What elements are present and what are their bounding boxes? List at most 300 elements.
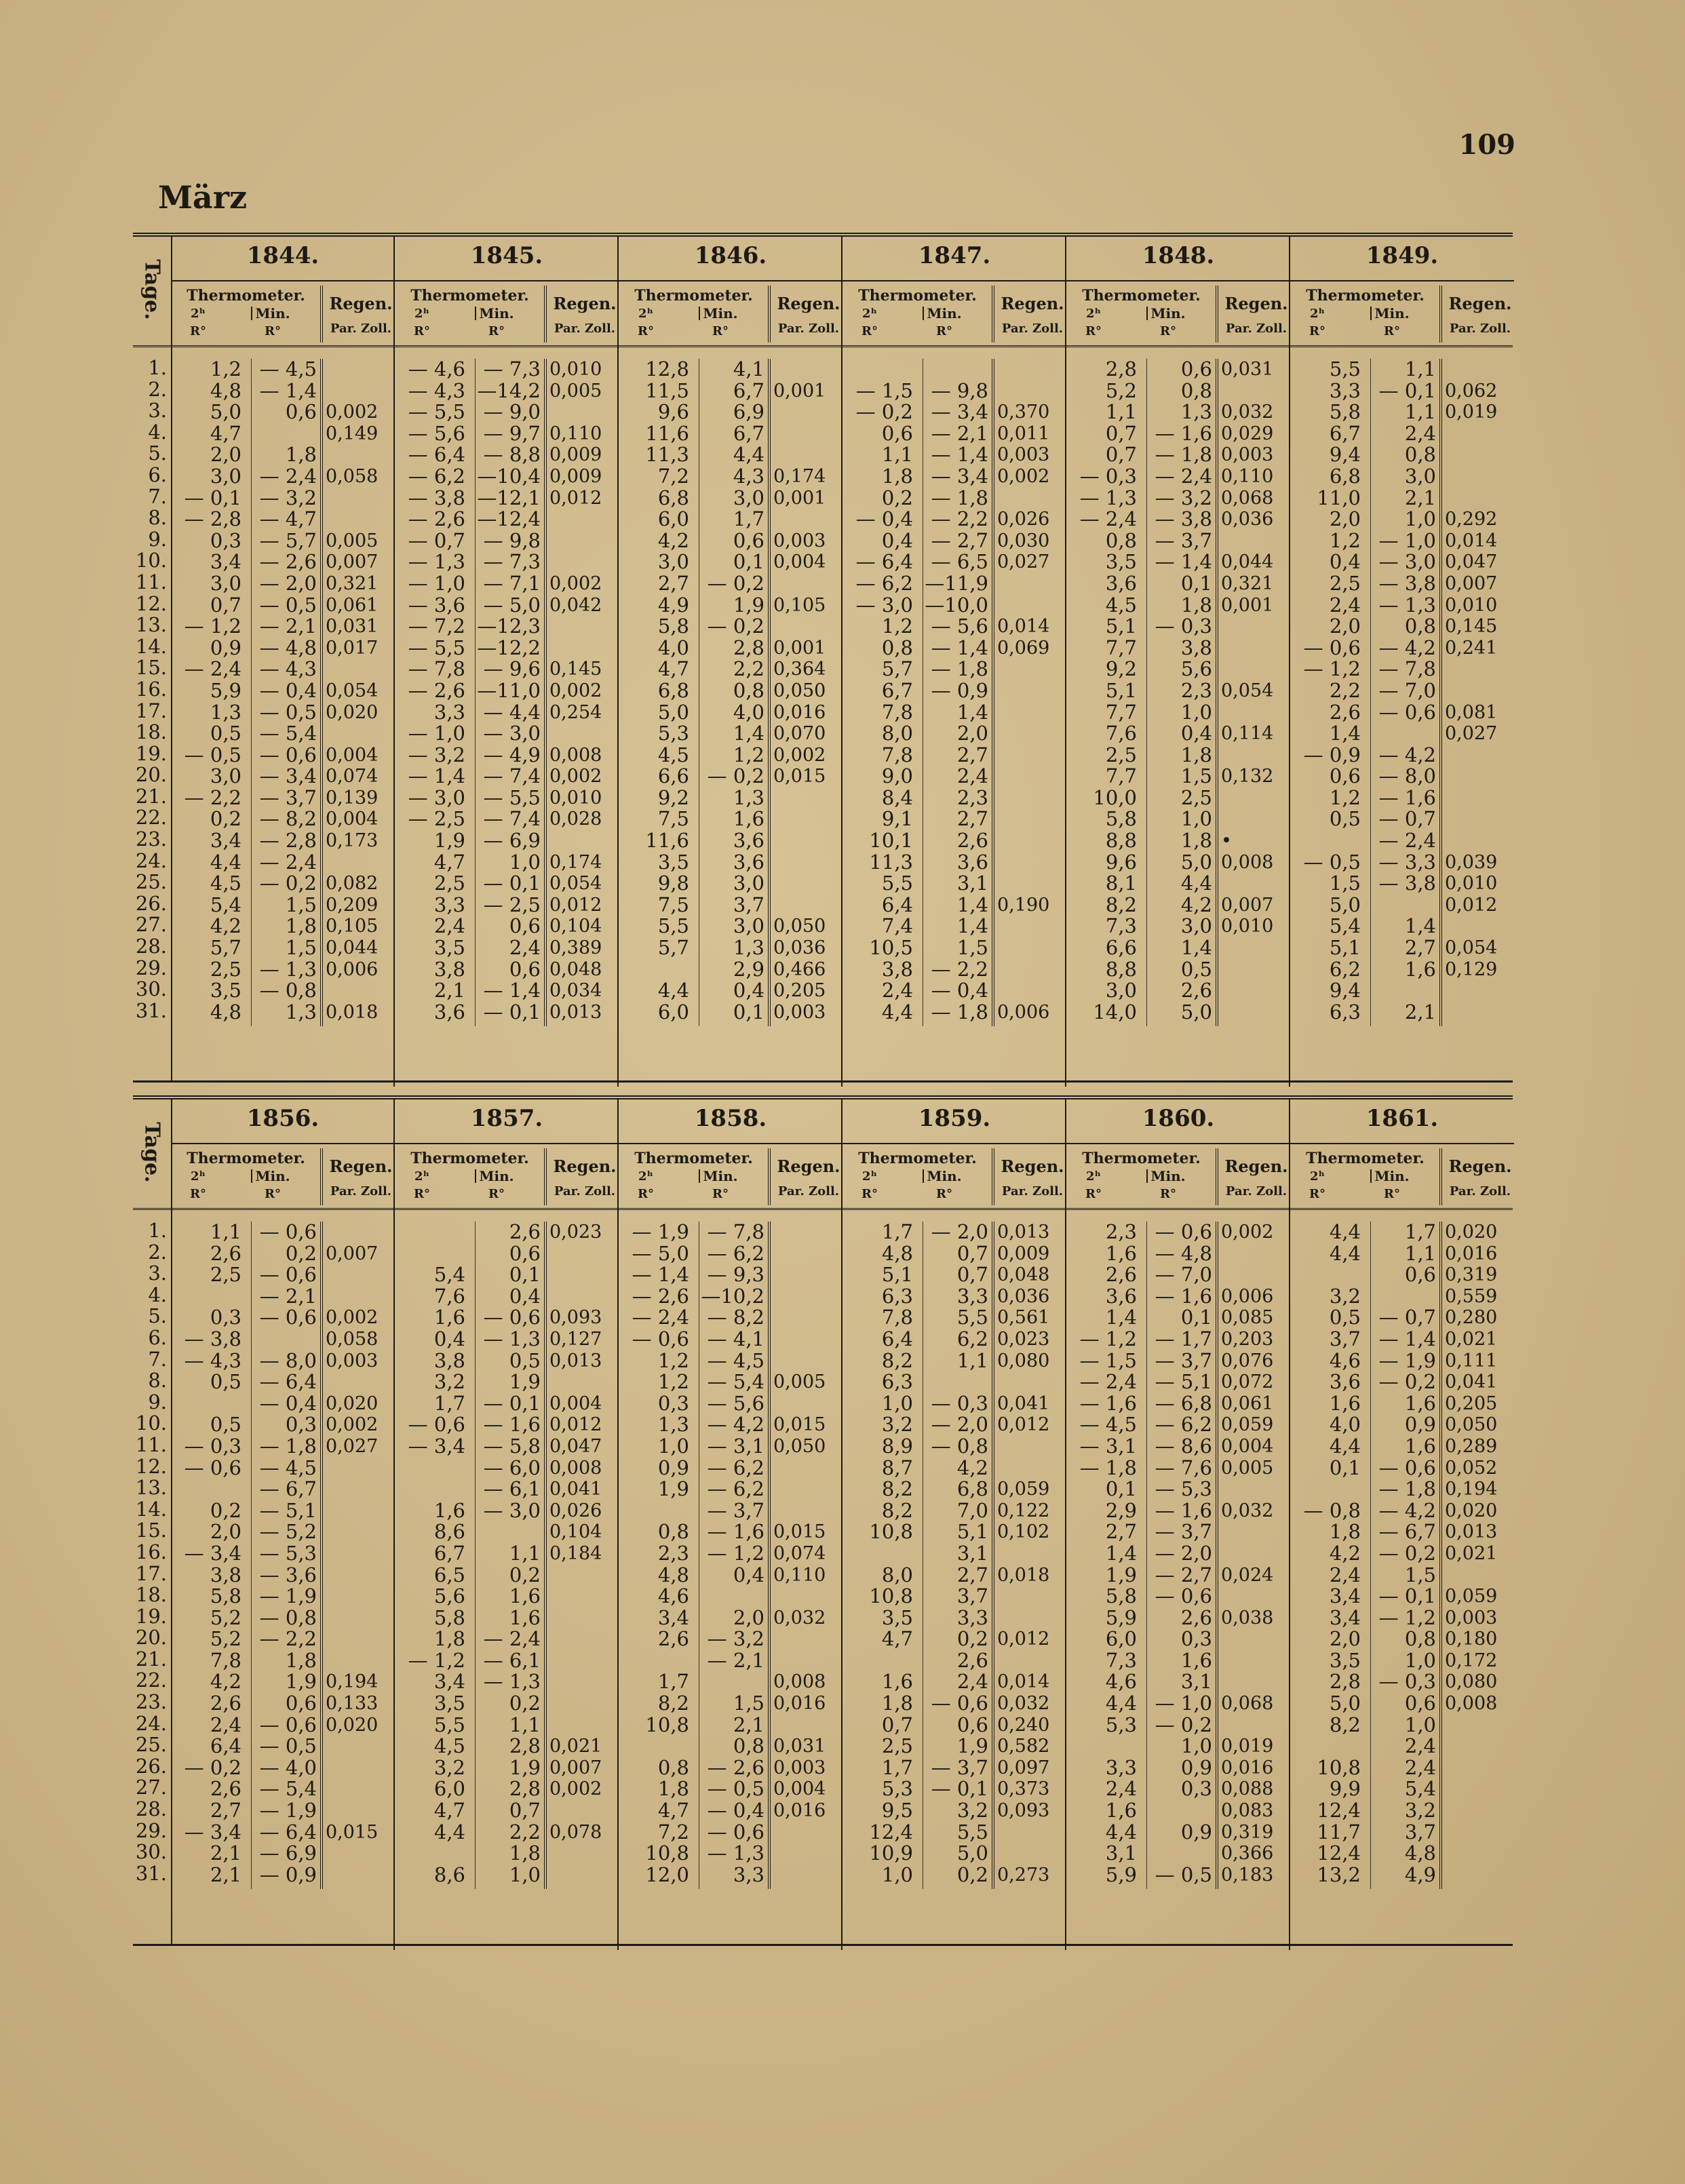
regen-cell xyxy=(1221,873,1287,895)
temp-min-cell: — 2,0 xyxy=(259,571,317,595)
regen-cell: 0,021 xyxy=(1445,1542,1498,1564)
temp-2h-cell: 2,7 xyxy=(657,571,689,595)
day-number: 15. xyxy=(135,1519,167,1542)
regen-cell: 0,173 xyxy=(326,830,379,852)
tage-label xyxy=(134,1112,170,1193)
temp-min-cell: — 2,0 xyxy=(1155,1541,1212,1565)
temp-min-cell: — 0,7 xyxy=(1378,1306,1436,1329)
year-underline xyxy=(619,280,842,281)
temp-2h-cell: 5,8 xyxy=(657,615,689,638)
temp-min-cell: — 0,2 xyxy=(1378,1370,1436,1394)
temp-2h-cell: 7,7 xyxy=(1105,636,1137,659)
temp-2h-cell: 5,7 xyxy=(881,657,913,681)
temp-2h-cell: 4,4 xyxy=(657,979,689,1002)
regen-cell xyxy=(997,1822,1064,1844)
temp-2h-cell: — 1,8 xyxy=(1079,1456,1137,1479)
unit-min: R° xyxy=(712,324,729,338)
temp-min-cell: — 3,8 xyxy=(1378,571,1436,595)
regen-cell: 0,047 xyxy=(1445,551,1498,573)
temp-min-cell: — 3,7 xyxy=(259,785,317,809)
temp-min-cell: — 6,5 xyxy=(931,550,988,574)
temp-min-cell xyxy=(1142,1843,1212,1865)
day-number: 2. xyxy=(148,1240,167,1264)
regen-cell xyxy=(997,787,1064,809)
regen-cell: 0,002 xyxy=(326,1307,379,1329)
temp-min-cell: — 3,2 xyxy=(707,1627,764,1651)
t2-column xyxy=(1066,1222,1137,1886)
day-number: 11. xyxy=(135,570,167,593)
thermometer-header: Thermometer. xyxy=(634,287,753,305)
temp-2h-cell: 1,1 xyxy=(1105,400,1137,424)
regen-header-divider xyxy=(768,286,771,343)
temp-2h-cell: 6,8 xyxy=(657,678,689,702)
regen-cell xyxy=(997,359,1064,381)
tmin-column xyxy=(471,359,541,1023)
temp-min-cell: — 3,8 xyxy=(1155,507,1212,531)
unit-min: R° xyxy=(712,1187,729,1201)
temp-min-cell: — 4,7 xyxy=(259,507,317,531)
regen-cell: 0,036 xyxy=(997,1285,1050,1307)
temp-min-cell: — 1,4 xyxy=(1378,1327,1436,1350)
temp-2h-cell: 1,2 xyxy=(657,1348,689,1372)
regen-cell xyxy=(326,1629,392,1650)
temp-2h-cell: 3,4 xyxy=(210,550,241,574)
temp-2h-cell: — 0,5 xyxy=(1303,850,1361,874)
regen-cell: 0,114 xyxy=(1221,723,1274,745)
regen-cell xyxy=(1221,659,1287,680)
temp-2h-cell: 1,8 xyxy=(657,1777,689,1801)
regen-cell xyxy=(1445,830,1511,852)
regen-cell: 0,074 xyxy=(773,1542,826,1564)
regen-cell: 0,007 xyxy=(326,551,379,573)
day-number: 13. xyxy=(135,613,167,637)
year-heading: 1847. xyxy=(918,242,991,269)
regen-cell: 0,048 xyxy=(549,958,602,980)
temp-min-cell: — 0,6 xyxy=(1155,1584,1212,1608)
temp-2h-cell: 5,3 xyxy=(1105,1713,1137,1736)
temp-min-cell: 1,7 xyxy=(733,507,764,531)
regen-cell xyxy=(1221,1650,1287,1672)
temp-2h-cell: 3,3 xyxy=(1105,1755,1137,1779)
temp-2h-cell: 11,5 xyxy=(645,378,689,402)
regen-cell: 0,020 xyxy=(326,1714,379,1736)
temp-min-cell: 0,8 xyxy=(1404,1627,1436,1651)
regen-cell xyxy=(773,1307,840,1329)
temp-min-cell: — 6,2 xyxy=(707,1477,764,1501)
temp-min-cell: —11,9 xyxy=(925,571,988,595)
temp-2h-cell: 5,8 xyxy=(1329,400,1361,424)
regen-cell: 0,273 xyxy=(997,1864,1050,1886)
temp-2h-cell: 4,4 xyxy=(433,1820,465,1844)
tmin-column xyxy=(1142,359,1212,1023)
regen-cell: 0,004 xyxy=(1221,1435,1274,1457)
temp-2h-cell: 7,5 xyxy=(657,807,689,831)
temp-min-cell: — 0,7 xyxy=(1378,807,1436,831)
regen-cell xyxy=(549,1693,616,1715)
temp-2h-cell: 0,3 xyxy=(210,528,241,552)
regen-cell: 0,024 xyxy=(1221,1564,1274,1586)
temp-2h-cell: 1,4 xyxy=(1105,1541,1137,1565)
temp-min-cell: 1,7 xyxy=(1404,1220,1436,1243)
min-header: Min. xyxy=(927,305,962,321)
temp-2h-cell: — 3,0 xyxy=(855,593,913,617)
temp-min-cell: 2,0 xyxy=(956,722,988,745)
temp-min-cell: — 8,2 xyxy=(259,807,317,831)
temp-2h-cell xyxy=(842,1650,913,1672)
temp-min-cell: 3,0 xyxy=(733,914,764,938)
temp-2h-cell: 4,7 xyxy=(657,657,689,681)
temp-min-cell: 1,4 xyxy=(956,893,988,916)
temp-min-cell: 0,9 xyxy=(1180,1820,1212,1844)
regen-cell xyxy=(326,980,392,1002)
t2-column xyxy=(842,359,913,1023)
temp-min-cell: — 0,5 xyxy=(259,1734,317,1758)
regen-cell: 0,080 xyxy=(997,1350,1050,1371)
temp-min-cell: — 2,1 xyxy=(259,615,317,638)
regen-header: Regen. xyxy=(329,294,393,313)
t2-column xyxy=(171,1222,241,1886)
temp-min-cell: 3,0 xyxy=(733,872,764,895)
regen-cell: 0,016 xyxy=(1445,1243,1498,1264)
temp-2h-cell: 10,8 xyxy=(645,1841,689,1865)
unit-min: R° xyxy=(265,1187,281,1201)
temp-min-cell: — 2,8 xyxy=(259,829,317,853)
regen-cell: 0,012 xyxy=(1445,894,1498,916)
temp-2h-cell: 5,7 xyxy=(657,936,689,960)
temp-min-cell: 5,0 xyxy=(1180,1000,1212,1023)
temp-min-cell: 6,8 xyxy=(956,1477,988,1501)
temp-2h-cell: 7,6 xyxy=(1105,722,1137,745)
temp-2h-cell: 3,3 xyxy=(433,700,465,724)
temp-2h-cell: 9,9 xyxy=(1329,1777,1361,1801)
regen-cell xyxy=(1221,1521,1287,1543)
temp-min-cell: — 2,4 xyxy=(483,1627,541,1651)
unit-min: R° xyxy=(1160,1187,1176,1201)
temp-min-cell: — 5,2 xyxy=(259,1520,317,1544)
regen-cell: 0,010 xyxy=(549,359,602,380)
regen-cell xyxy=(1445,766,1511,787)
day-number: 21. xyxy=(135,1647,167,1671)
regen-cell xyxy=(326,852,392,874)
temp-2h-cell: 12,4 xyxy=(1317,1799,1361,1822)
min-header: Min. xyxy=(1150,1168,1186,1184)
temp-2h-cell: 7,8 xyxy=(881,1306,913,1329)
regen-cell: 0,082 xyxy=(326,873,379,895)
temp-min-cell: — 9,8 xyxy=(931,378,988,402)
temp-2h-cell: 5,1 xyxy=(881,1263,913,1287)
temp-2h-cell: 9,1 xyxy=(881,807,913,831)
min-header: Min. xyxy=(1374,305,1410,321)
temp-min-cell: — 1,9 xyxy=(259,1584,317,1608)
temp-min-cell: 1,4 xyxy=(956,914,988,938)
regen-divider xyxy=(544,1222,547,1889)
temp-min-cell: —11,0 xyxy=(477,678,541,702)
year-heading: 1861. xyxy=(1366,1105,1439,1132)
temp-min-cell: 2,6 xyxy=(1180,979,1212,1002)
temp-2h-cell: 1,9 xyxy=(1105,1563,1137,1586)
temp-min-cell: 0,8 xyxy=(1180,378,1212,402)
temp-min-cell: 0,6 xyxy=(285,400,317,424)
regen-cell xyxy=(549,638,616,659)
temp-2h-cell: 2,4 xyxy=(1329,593,1361,617)
temp-min-cell: 0,8 xyxy=(1404,615,1436,638)
temp-min-cell: — 7,3 xyxy=(483,357,541,381)
temp-min-cell: — 2,6 xyxy=(259,550,317,574)
day-number: 17. xyxy=(135,1561,167,1585)
regen-cell: 0,104 xyxy=(549,916,602,937)
day-number: 7. xyxy=(148,1347,167,1371)
temp-min-cell: 2,6 xyxy=(1180,1605,1212,1629)
temp-min-cell: — 0,1 xyxy=(483,1000,541,1023)
regen-cell: 0,015 xyxy=(773,766,826,787)
temp-min-cell: 3,0 xyxy=(1180,914,1212,938)
temp-2h-cell: 1,1 xyxy=(881,443,913,467)
day-number: 28. xyxy=(135,1797,167,1821)
temp-2h-cell: — 5,5 xyxy=(408,400,465,424)
unit-2h: R° xyxy=(861,324,878,338)
regen-header-divider xyxy=(320,286,323,343)
regen-cell xyxy=(773,1650,840,1672)
temp-2h-cell: 1,2 xyxy=(1329,528,1361,552)
temp-2h-cell: 3,2 xyxy=(433,1370,465,1394)
tmin-column xyxy=(1366,1222,1436,1886)
temp-2h-cell: — 0,5 xyxy=(184,743,241,766)
temp-min-cell: 1,8 xyxy=(1180,593,1212,617)
temp-min-cell: — 0,4 xyxy=(707,1799,764,1822)
temp-2h-cell: 5,0 xyxy=(1329,893,1361,916)
regen-cell xyxy=(326,1650,392,1672)
temp-min-cell: — 2,0 xyxy=(931,1413,988,1437)
regen-cell xyxy=(1221,1671,1287,1693)
temp-2h-cell: 5,9 xyxy=(1105,1863,1137,1886)
regen-cell: 0,016 xyxy=(773,701,826,723)
regen-cell xyxy=(326,1607,392,1629)
regen-column xyxy=(997,1222,1064,1886)
temp-2h-cell xyxy=(1290,1736,1361,1757)
temp-min-cell: 3,0 xyxy=(1404,464,1436,488)
unit-2h: R° xyxy=(414,324,430,338)
temp-2h-cell: 4,0 xyxy=(657,636,689,659)
regen-cell: 0,203 xyxy=(1221,1328,1274,1350)
temp-min-cell: 1,8 xyxy=(509,1841,541,1865)
temp-min-cell: — 1,6 xyxy=(1155,421,1212,445)
temp-min-cell: 5,5 xyxy=(956,1820,988,1844)
temp-2h-cell: 2,8 xyxy=(1329,1670,1361,1694)
temp-min-cell: — 3,2 xyxy=(259,486,317,509)
regen-cell: 0,034 xyxy=(549,980,602,1002)
regen-cell: 0,008 xyxy=(1445,1693,1498,1715)
regen-cell xyxy=(326,1521,392,1543)
regen-cell: 0,008 xyxy=(549,744,602,766)
temp-min-cell: 2,2 xyxy=(509,1820,541,1844)
header-divider xyxy=(699,1169,700,1183)
temp-2h-cell: 3,0 xyxy=(210,571,241,595)
temp-min-cell: 2,3 xyxy=(1180,678,1212,702)
temp-min-cell: — 3,8 xyxy=(1378,872,1436,895)
regen-cell xyxy=(1445,1715,1511,1736)
temp-2h-cell: 5,4 xyxy=(210,893,241,916)
regen-cell: 0,093 xyxy=(997,1800,1050,1822)
temp-min-cell: — 1,4 xyxy=(1155,550,1212,574)
regen-divider xyxy=(1216,1222,1218,1889)
day-number: 29. xyxy=(135,1818,167,1842)
header-divider xyxy=(1370,1169,1372,1183)
regen-cell: 0,013 xyxy=(549,1001,602,1023)
regen-cell xyxy=(549,1715,616,1736)
t2-column xyxy=(842,1222,913,1886)
temp-min-cell: 4,4 xyxy=(1180,872,1212,895)
par-zoll-header: Par. Zoll. xyxy=(1001,1184,1064,1198)
temp-min-cell: — 0,6 xyxy=(707,1820,764,1844)
temp-2h-cell: 3,5 xyxy=(210,979,241,1002)
temp-2h-cell: 5,3 xyxy=(881,1777,913,1801)
temp-2h-cell: 4,5 xyxy=(1105,593,1137,617)
regen-cell: 0,070 xyxy=(773,723,826,745)
temp-2h-cell: 8,6 xyxy=(433,1863,465,1886)
temp-2h-cell: 1,4 xyxy=(1329,722,1361,745)
temp-min-cell: 3,2 xyxy=(956,1799,988,1822)
temp-2h-cell: — 0,2 xyxy=(184,1755,241,1779)
temp-2h-cell: 2,6 xyxy=(657,1627,689,1651)
temp-2h-cell xyxy=(619,1500,689,1522)
temp-2h-cell: — 1,3 xyxy=(408,550,465,574)
tage-label xyxy=(134,249,170,330)
regen-cell: 0,001 xyxy=(773,637,826,659)
temp-2h-cell: — 3,1 xyxy=(1079,1434,1137,1458)
temp-2h-cell: 2,1 xyxy=(433,979,465,1002)
day-number: 4. xyxy=(148,420,167,444)
temp-min-cell: — 4,8 xyxy=(259,636,317,659)
temp-min-cell: 0,2 xyxy=(956,1627,988,1651)
day-number: 15. xyxy=(135,656,167,680)
year-underline xyxy=(842,1143,1066,1144)
temp-min-cell: — 0,1 xyxy=(483,872,541,895)
temp-2h-cell: 2,7 xyxy=(210,1799,241,1822)
temp-2h-cell: 6,5 xyxy=(433,1563,465,1586)
regen-cell xyxy=(997,1650,1064,1672)
day-number: 10. xyxy=(135,549,167,572)
temp-min-cell: — 0,8 xyxy=(931,1434,988,1458)
regen-cell: 0,059 xyxy=(1445,1586,1498,1607)
regen-header: Regen. xyxy=(553,294,617,313)
temp-2h-cell: 3,4 xyxy=(210,829,241,853)
temp-2h-cell: 10,1 xyxy=(869,829,913,853)
temp-min-cell: 2,7 xyxy=(956,807,988,831)
temp-2h-cell: 4,6 xyxy=(1105,1670,1137,1694)
temp-min-cell: — 2,6 xyxy=(707,1755,764,1779)
temp-2h-cell: 4,7 xyxy=(210,421,241,445)
regen-cell xyxy=(997,1586,1064,1607)
regen-cell: 0,015 xyxy=(773,1521,826,1543)
temp-2h-cell: 2,0 xyxy=(1329,507,1361,531)
temp-2h-cell: 2,8 xyxy=(1105,357,1137,381)
regen-cell xyxy=(997,916,1064,937)
temp-min-cell: — 0,6 xyxy=(259,743,317,766)
regen-cell xyxy=(997,702,1064,724)
temp-min-cell: — 4,1 xyxy=(707,1327,764,1350)
regen-header-divider xyxy=(768,1148,771,1205)
temp-min-cell: 1,6 xyxy=(1404,1391,1436,1415)
regen-cell: 0,020 xyxy=(326,1392,379,1414)
regen-cell: 0,172 xyxy=(1445,1650,1498,1671)
regen-cell xyxy=(326,1778,392,1800)
par-zoll-header: Par. Zoll. xyxy=(1449,321,1511,336)
temp-min-cell: — 1,3 xyxy=(1378,593,1436,617)
temp-min-cell: 1,3 xyxy=(1180,400,1212,424)
regen-cell: 0,074 xyxy=(326,766,379,787)
regen-cell: 0,031 xyxy=(326,616,379,638)
day-number: 21. xyxy=(135,784,167,808)
regen-cell: 0,026 xyxy=(997,509,1050,530)
t2-column xyxy=(1066,359,1137,1023)
temp-2h-cell: 4,8 xyxy=(881,1241,913,1265)
temp-min-cell: — 1,6 xyxy=(1155,1284,1212,1308)
regen-cell xyxy=(326,1458,392,1479)
temp-min-cell: — 0,6 xyxy=(259,1713,317,1736)
temp-min-cell: 0,6 xyxy=(733,528,764,552)
temp-min-cell: — 5,4 xyxy=(707,1370,764,1394)
two-h-header: 2ʰ xyxy=(862,307,877,321)
regen-cell xyxy=(326,1565,392,1586)
year-column-1848 xyxy=(1066,237,1290,1087)
regen-cell xyxy=(549,616,616,638)
temp-min-cell: 5,6 xyxy=(1180,657,1212,681)
temp-min-cell xyxy=(695,1586,764,1607)
temp-min-cell: 1,0 xyxy=(1404,507,1436,531)
temp-2h-cell: — 0,1 xyxy=(184,486,241,509)
temp-2h-cell: 4,9 xyxy=(657,593,689,617)
day-number: 31. xyxy=(135,998,167,1022)
page-number: 109 xyxy=(1458,129,1515,161)
regen-cell: 0,013 xyxy=(997,1222,1050,1243)
temp-2h-cell: 1,6 xyxy=(1105,1241,1137,1265)
regen-cell: 0,061 xyxy=(326,594,379,616)
temp-2h-cell: 8,8 xyxy=(1105,829,1137,853)
regen-cell: 0,018 xyxy=(326,1001,379,1023)
temp-min-cell: — 3,4 xyxy=(931,400,988,424)
regen-cell xyxy=(549,1607,616,1629)
tmin-column xyxy=(918,359,988,1023)
temp-2h-cell: 1,3 xyxy=(210,700,241,724)
year-column-1858 xyxy=(619,1099,842,1950)
temp-min-cell: — 1,2 xyxy=(707,1541,764,1565)
temp-min-cell: 0,1 xyxy=(1180,1306,1212,1329)
temp-2h-cell: 0,7 xyxy=(881,1713,913,1736)
regen-cell: 0,050 xyxy=(773,1435,826,1457)
temp-min-cell: 1,5 xyxy=(285,936,317,960)
year-column-1860 xyxy=(1066,1099,1290,1950)
temp-min-cell: —10,0 xyxy=(925,593,988,617)
temp-2h-cell: 4,8 xyxy=(210,1000,241,1023)
regen-cell: 0,194 xyxy=(326,1671,379,1693)
temp-min-cell: —12,3 xyxy=(477,615,541,638)
temp-min-cell: — 1,6 xyxy=(483,1413,541,1437)
temp-min-cell: — 1,7 xyxy=(1155,1327,1212,1350)
regen-cell xyxy=(326,381,392,402)
temp-min-cell: — 0,6 xyxy=(1378,1456,1436,1479)
temp-2h-cell: 14,0 xyxy=(1093,1000,1137,1023)
temp-2h-cell: 6,0 xyxy=(657,507,689,531)
temp-min-cell: 4,9 xyxy=(1404,1863,1436,1886)
temp-min-cell: — 2,0 xyxy=(931,1220,988,1243)
temp-2h-cell xyxy=(842,1543,913,1565)
temp-min-cell: — 4,2 xyxy=(1378,1498,1436,1522)
temp-2h-cell: 4,7 xyxy=(881,1627,913,1651)
day-number: 1. xyxy=(148,356,167,379)
temp-2h-cell: 3,0 xyxy=(210,464,241,488)
regen-cell: 0,015 xyxy=(773,1414,826,1436)
regen-cell: 0,036 xyxy=(1221,509,1274,530)
